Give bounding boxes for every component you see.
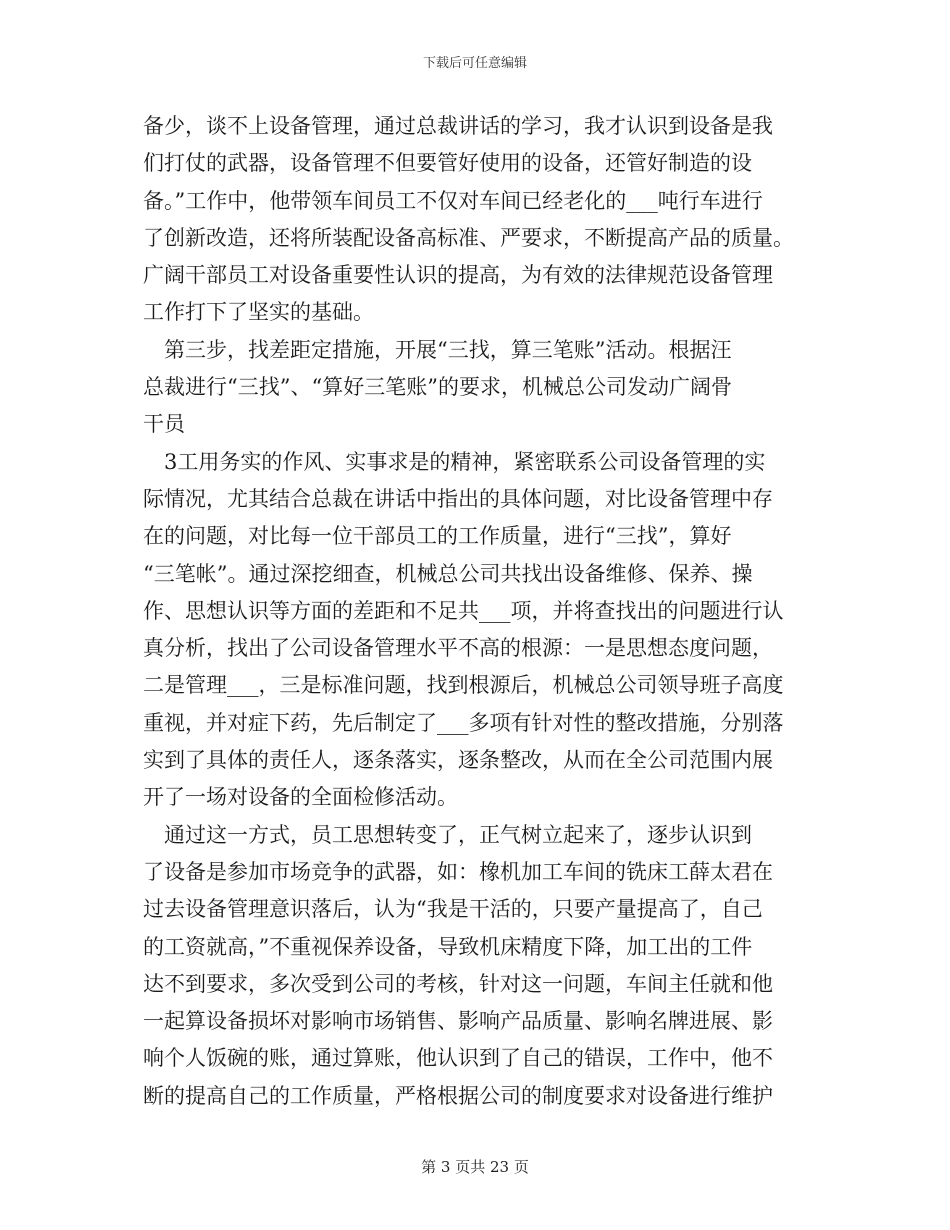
- text-line: 响个人饭碗的账，通过算账，他认识到了自己的错误，工作中，他不: [143, 1046, 773, 1071]
- document-body: [143, 108, 808, 1115]
- text-line: “三笔帐”。通过深挖细查，机械总公司共找出设备维修、保养、操: [143, 561, 753, 586]
- text-line: 备少，谈不上设备管理，通过总裁讲话的学习，我才认识到设备是我: [143, 114, 773, 138]
- text-line: 达不到要求，多次受到公司的考核，针对这一问题，车间主任就和他: [143, 971, 773, 996]
- text-line: 通过这一方式，员工思想转变了，正气树立起来了，逐步认识到: [143, 822, 752, 847]
- text-line: 备。”工作中，他带领车间员工不仅对车间已经老化的___吨行车进行: [143, 188, 763, 213]
- text-line: 开了一场对设备的全面检修活动。: [143, 785, 458, 810]
- text-line: 们打仗的武器，设备管理不但要管好使用的设备，还管好制造的设: [143, 151, 752, 176]
- text-line: 过去设备管理意识落后，认为“我是干活的，只要产量提高了，自己: [143, 897, 763, 922]
- text-line: 在的问题，对比每一位干部员工的工作质量，进行“三找”，算好: [143, 524, 732, 549]
- text-line: 了创新改造，还将所装配设备高标准、严要求，不断提高产品的质量。: [143, 225, 794, 250]
- text-line: 真分析，找出了公司设备管理水平不高的根源：一是思想态度问题，: [143, 636, 773, 661]
- text-line: 断的提高自己的工作质量，严格根据公司的制度要求对设备进行维护: [143, 1083, 773, 1108]
- text-line: 第三步，找差距定措施，开展“三找，算三笔账”活动。根据汪: [143, 337, 732, 362]
- text-line: 工作打下了坚实的基础。: [143, 300, 374, 325]
- text-line: 重视，并对症下药，先后制定了___多项有针对性的整改措施，分别落: [143, 710, 784, 735]
- text-line: 了设备是参加市场竞争的武器，如：橡机加工车间的铣床工薛太君在: [143, 859, 773, 884]
- text-line: 二是管理___，三是标准问题，找到根源后，机械总公司领导班子高度: [143, 673, 784, 698]
- text-line: 干员: [143, 412, 185, 437]
- text-line: 一起算设备损坏对影响市场销售、影响产品质量、影响名牌进展、影: [143, 1009, 773, 1034]
- text-line: 3工用务实的作风、实事求是的精神，紧密联系公司设备管理的实: [143, 449, 766, 474]
- text-line: 际情况，尤其结合总裁在讲话中指出的具体问题，对比设备管理中存: [143, 486, 773, 511]
- text-line: 广阔干部员工对设备重要性认识的提高，为有效的法律规范设备管理: [143, 263, 773, 288]
- text-line: 作、思想认识等方面的差距和不足共___项，并将查找出的问题进行认: [143, 598, 784, 623]
- text-line: 总裁进行“三找”、“算好三笔账”的要求，机械总公司发动广阔骨: [143, 375, 732, 400]
- page-footer: 第 3 页共 23 页: [421, 1158, 529, 1176]
- page-header: 下载后可任意编辑: [422, 56, 527, 71]
- text-line: 的工资就高，”不重视保养设备，导致机床精度下降，加工出的工件: [143, 934, 753, 959]
- text-line: 实到了具体的责任人，逐条落实，逐条整改，从而在全公司范围内展: [143, 748, 773, 773]
